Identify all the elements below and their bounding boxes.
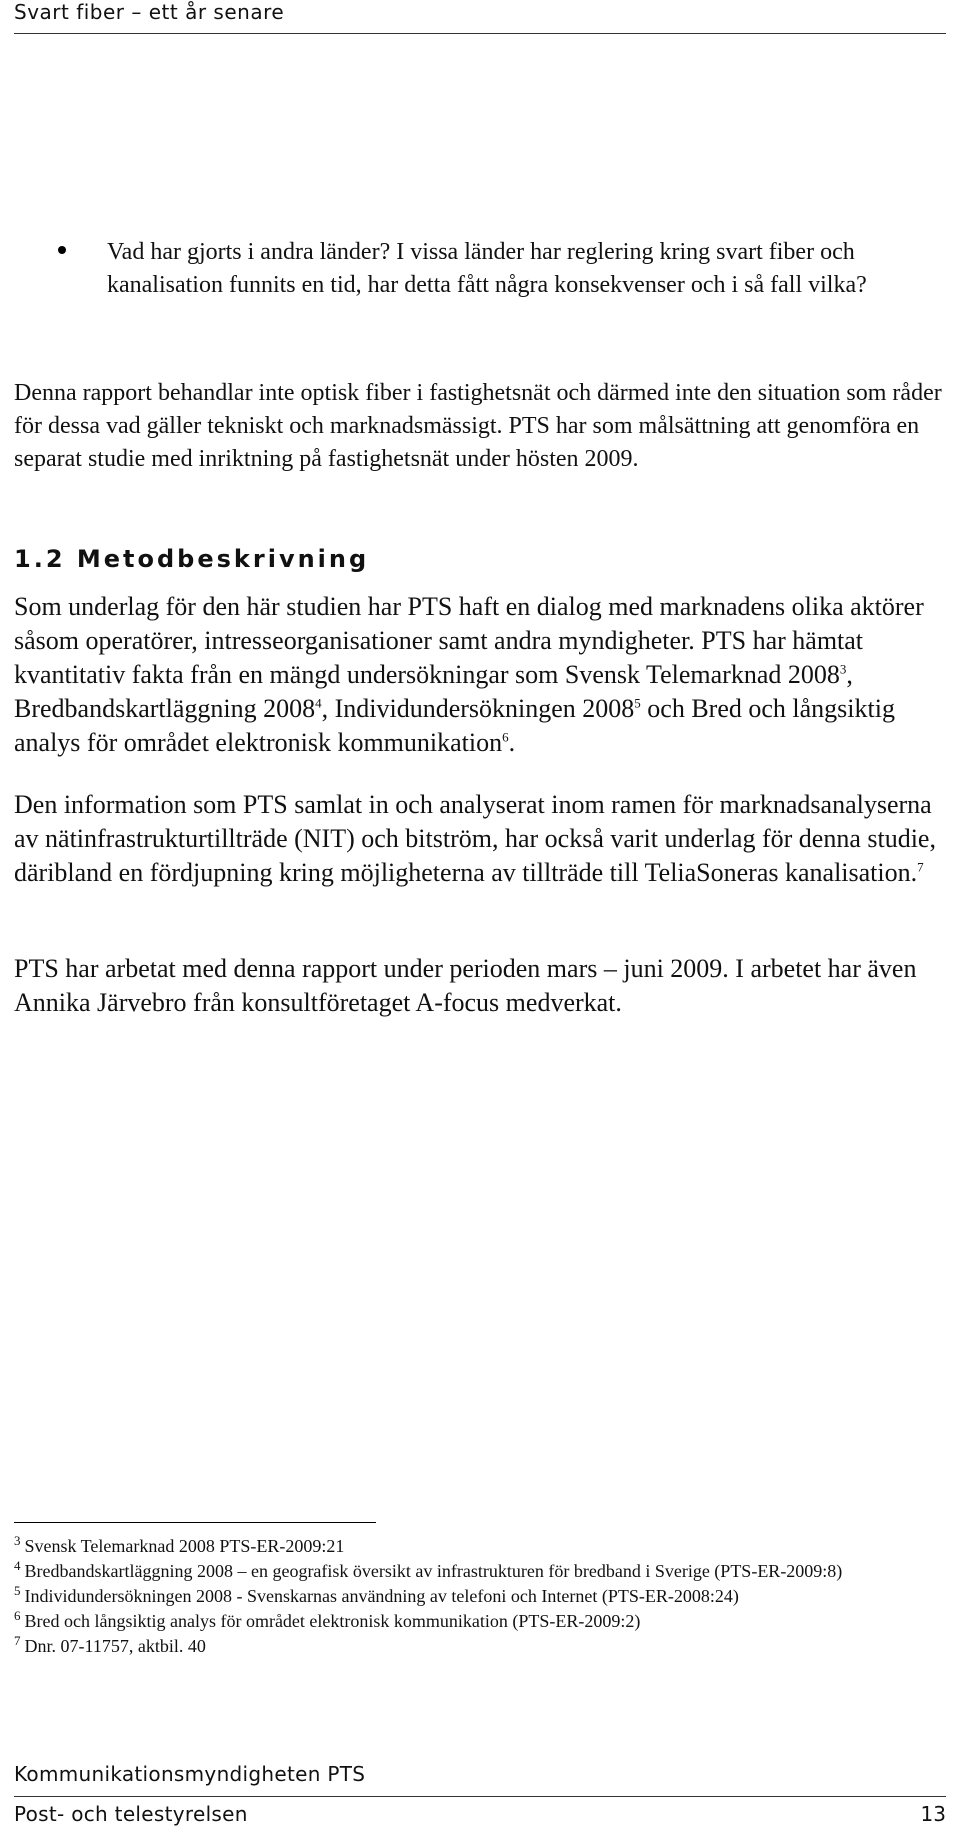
section-heading: 1.2 Metodbeskrivning xyxy=(14,545,370,573)
footer-publisher: Post- och telestyrelsen xyxy=(14,1802,248,1826)
footnote-text: Svensk Telemarknad 2008 PTS-ER-2009:21 xyxy=(24,1536,345,1556)
footnote-item xyxy=(14,1534,914,1559)
footnote-number: 5 xyxy=(14,1583,21,1598)
footnote-item xyxy=(14,1584,914,1609)
page-number: 13 xyxy=(920,1802,946,1826)
method-text-5: . xyxy=(508,728,516,757)
footnote-number: 6 xyxy=(14,1608,21,1623)
footnote-ref-5: 5 xyxy=(634,695,641,711)
method-paragraph-2 xyxy=(14,788,946,890)
footnote-text: Individundersökningen 2008 - Svenskarnas användning av telefoni och Internet (PTS-ER-2008:24) xyxy=(24,1586,739,1606)
method-text-4: och Bred och långsiktig analys för området elektronisk kommunikation xyxy=(14,694,895,757)
footer-divider xyxy=(14,1796,946,1797)
footnote-ref-3: 3 xyxy=(839,661,847,677)
footnote-number: 3 xyxy=(14,1533,21,1548)
footnote-item xyxy=(14,1559,914,1584)
header-divider xyxy=(14,33,946,34)
page-header-title: Svart fiber – ett år senare xyxy=(14,0,285,24)
footnote-item xyxy=(14,1609,914,1634)
footnote-ref-7: 7 xyxy=(917,859,924,875)
footnote-text: Bred och långsiktig analys för området elektronisk kommunikation (PTS-ER-2009:2) xyxy=(24,1611,641,1631)
method-text-3: , Individundersökningen 2008 xyxy=(321,694,635,723)
bullet-item-text: Vad har gjorts i andra länder? I vissa länder har reglering kring svart fiber och kanalisation funnits en tid, har detta fått några konsekvenser och i så fall vilka? xyxy=(107,239,867,298)
method-text-2: , Bredbandskartläggning 2008 xyxy=(14,660,853,723)
footnote-text: Bredbandskartläggning 2008 – en geografisk översikt av infrastrukturen för bredband i Sverige (PTS-ER-2009:8) xyxy=(24,1561,843,1581)
footnote-ref-4: 4 xyxy=(315,695,322,711)
intro-paragraph: Denna rapport behandlar inte optisk fiber i fastighetsnät och därmed inte den situation som råder för dessa vad gäller tekniskt och marknadsmässigt. PTS har som målsättning att genomföra en separat studie med inriktning på fastighetsnät under hösten 2009. xyxy=(14,380,942,472)
footnote-number: 7 xyxy=(14,1633,21,1648)
method-paragraph-2-text: Den information som PTS samlat in och analyserat inom ramen för marknadsanalyserna av nätinfrastrukturtillträde (NIT) och bitström, har också varit underlag för denna studie, däribland en fördjupning kring möjligheterna av tillträde till TeliaSoneras kanalisation. xyxy=(14,790,936,887)
footnotes-list xyxy=(14,1534,914,1659)
method-paragraph-3: PTS har arbetat med denna rapport under perioden mars – juni 2009. I arbetet har även Annika Järvebro från konsultföretaget A-focus medverkat. xyxy=(14,954,917,1017)
footnote-divider xyxy=(14,1522,376,1523)
footnote-ref-6: 6 xyxy=(502,729,509,745)
footnote-text: Dnr. 07-11757, aktbil. 40 xyxy=(24,1636,206,1656)
footnote-number: 4 xyxy=(14,1558,21,1573)
method-text-1: Som underlag för den här studien har PTS haft en dialog med marknadens olika aktörer såsom operatörer, intresseorganisationer samt andra myndigheter. PTS har hämtat kvantitativ fakta från en mängd undersökningar som Svensk Telemarknad 2008 xyxy=(14,592,924,689)
organization-name: Kommunikationsmyndigheten PTS xyxy=(14,1762,366,1786)
method-paragraph-1 xyxy=(14,590,946,760)
bullet-dot-icon xyxy=(58,246,66,254)
footnote-item xyxy=(14,1634,914,1659)
